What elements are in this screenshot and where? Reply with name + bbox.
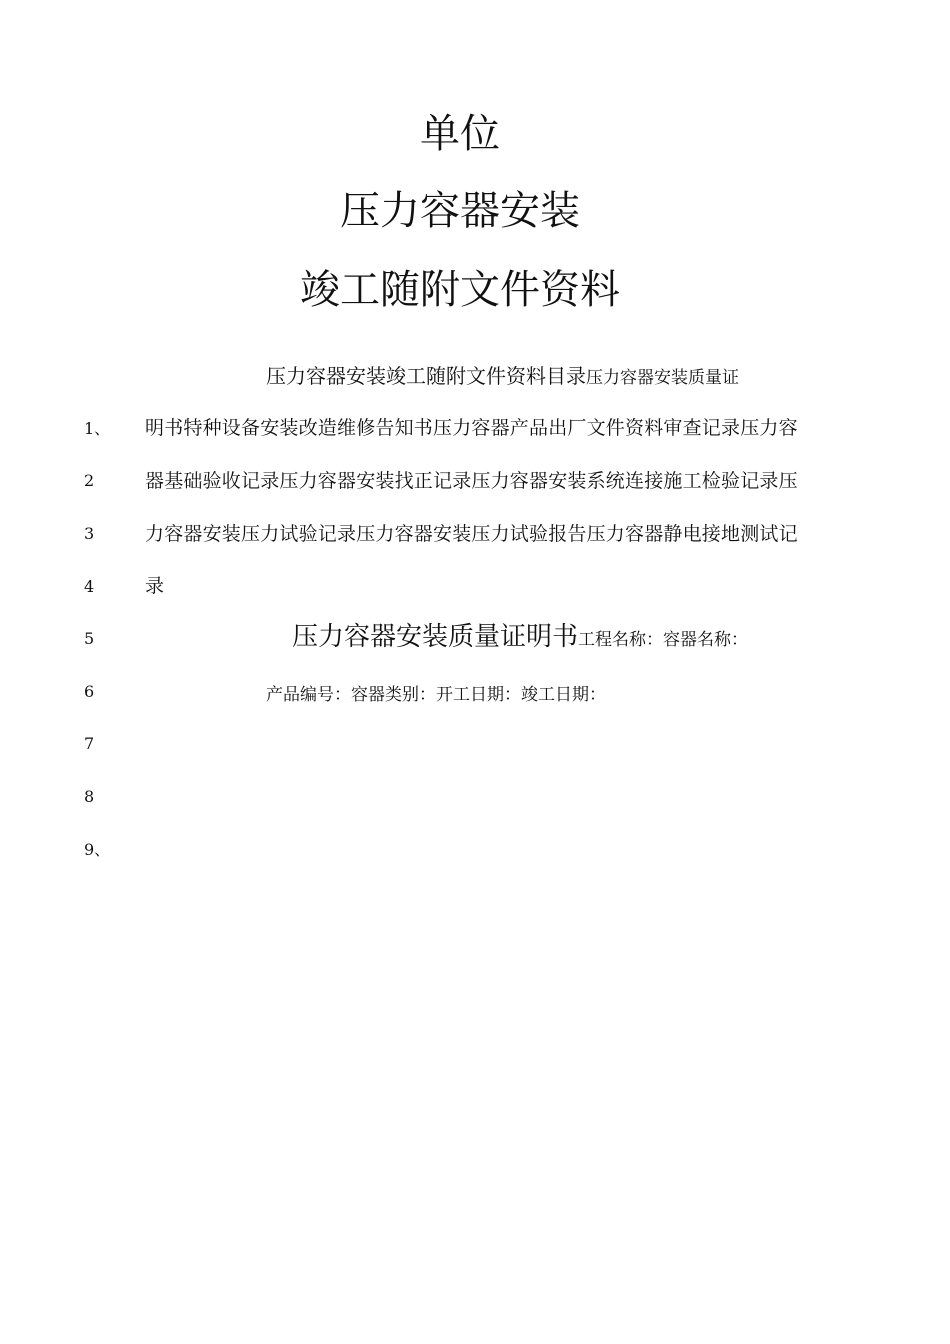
toc-number: 4 [84,577,95,596]
toc-body-line: 录 [145,575,165,597]
toc-number: 7 [84,734,95,753]
certificate-heading [292,619,748,658]
toc-heading [266,362,739,392]
toc-number: 9、 [84,840,111,859]
cover-title-unit: 单位 [420,111,500,157]
toc-heading-title: 压力容器安装竣工随附文件资料目录 [266,364,586,388]
toc-number: 2 [84,471,95,490]
toc-number: 1、 [84,419,111,438]
toc-heading-tail: 压力容器安装质量证 [586,368,739,388]
toc-body-line: 明书特种设备安装改造维修告知书压力容器产品出厂文件资料审查记录压力容 [145,417,798,439]
certificate-fields-line2: 产品编号：容器类别：开工日期：竣工日期： [266,685,606,705]
toc-body-line: 力容器安装压力试验记录压力容器安装压力试验报告压力容器静电接地测试记 [145,523,798,545]
certificate-title: 压力容器安装质量证明书 [292,622,579,652]
certificate-fields-line1: 工程名称：容器名称： [578,630,749,650]
toc-number: 5 [84,629,95,648]
cover-title-project: 压力容器安装 [340,188,580,234]
toc-body-line: 器基础验收记录压力容器安装找正记录压力容器安装系统连接施工检验记录压 [145,470,798,492]
toc-number: 8 [84,787,95,806]
toc-number: 6 [84,682,95,701]
toc-number: 3 [84,524,95,543]
cover-title-documents: 竣工随附文件资料 [300,267,620,313]
